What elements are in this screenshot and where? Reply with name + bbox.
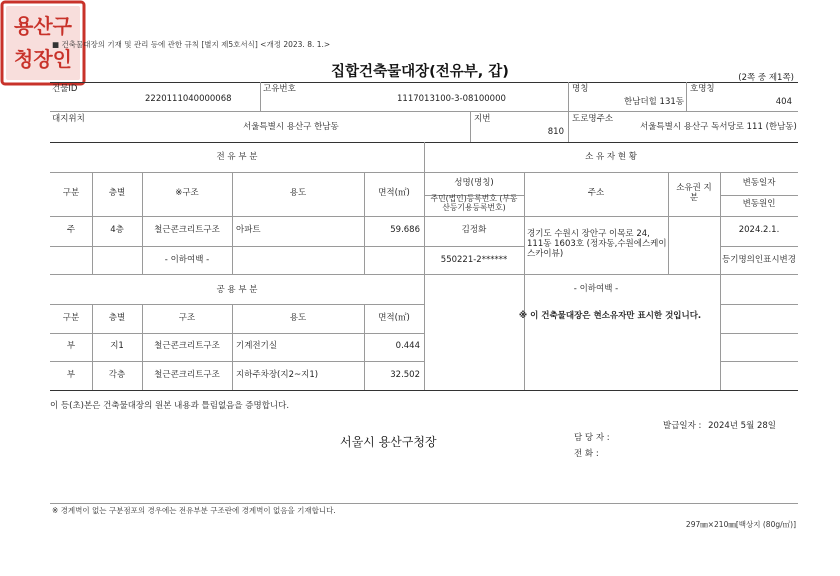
issuer-name: 서울시 용산구청장: [340, 435, 437, 449]
header-divider: [470, 111, 471, 142]
unique-no-value: 1117013100-3-08100000: [397, 94, 506, 104]
bottom-note: ※ 경계벽이 없는 구분점포의 경우에는 전유부분 구조란에 경계벽이 없음을 기재합니다.: [52, 506, 336, 515]
phone-label: 전 화 :: [574, 449, 599, 459]
common-row-usage: 기계전기실: [236, 341, 278, 351]
building-id-value: 2220111040000068: [145, 94, 232, 104]
common-row-floor: 각층: [108, 370, 126, 380]
common-row-structure: 철근콘크리트구조: [154, 370, 220, 380]
row-border: [50, 333, 424, 334]
footer-divider: [50, 503, 798, 504]
row-border: [50, 216, 424, 217]
name-value: 한남더힐 131동: [624, 97, 684, 107]
excl-header-area: 면적(㎡): [378, 188, 410, 198]
owner-blank-row: - 이하여백 -: [573, 284, 619, 294]
owner-notice: ※ 이 건축물대장은 현소유자만 표시한 것입니다.: [518, 311, 702, 321]
excl-blank-row: - 이하여백 -: [164, 255, 210, 265]
owner-header-change-reason: 변동원인: [742, 199, 776, 209]
site-value: 서울특별시 용산구 한남동: [243, 122, 339, 132]
certification-text: 이 등(초)본은 건축물대장의 원본 내용과 틀림없음을 증명합니다.: [50, 401, 290, 411]
owner-header-id: 주민(법인)등록번호 (부동산등기용등록번호): [430, 194, 518, 213]
common-section-title: 공 용 부 분: [216, 285, 258, 295]
row-border: [720, 246, 798, 247]
excl-header-usage: 용도: [289, 188, 307, 198]
owner-header-share: 소유권 지분: [676, 183, 712, 203]
excl-header-division: 구분: [62, 188, 80, 198]
col-border: [232, 172, 233, 274]
owner-section-title: 소 유 자 현 황: [585, 152, 637, 162]
col-border: [92, 172, 93, 274]
road-value: 서울특별시 용산구 독서당로 111 (한남동): [640, 122, 797, 132]
owner-header-name: 성명(명칭): [454, 178, 494, 188]
document-title: 집합건축물대장(전유부, 갑): [331, 64, 509, 80]
road-label: 도로명주소: [572, 114, 614, 124]
name-label: 명칭: [572, 84, 589, 94]
common-row-division: 부: [66, 370, 76, 380]
lot-label: 지번: [474, 114, 491, 124]
excl-row-floor: 4층: [110, 225, 124, 235]
owner-change-date: 2024.2.1.: [738, 225, 780, 235]
unit-value: 404: [775, 97, 792, 107]
site-label: 대지위치: [52, 114, 85, 124]
handler-label: 담 당 자 :: [574, 433, 610, 443]
common-row-area: 0.444: [395, 341, 420, 351]
lot-value: 810: [547, 127, 564, 137]
unique-no-label: 고유번호: [263, 84, 296, 94]
header-divider: [568, 82, 569, 142]
owner-header-change-date: 변동일자: [742, 178, 776, 188]
common-row-structure: 철근콘크리트구조: [154, 341, 220, 351]
owner-change-reason: 등기명의인표시변경: [722, 255, 796, 265]
common-header-area: 면적(㎡): [378, 313, 410, 323]
owner-id: 550221-2******: [440, 255, 508, 265]
header-divider: [260, 82, 261, 111]
common-header-structure: 구조: [178, 313, 196, 323]
common-header-usage: 용도: [289, 313, 307, 323]
row-border: [424, 216, 798, 217]
common-row-usage: 지하주차장(지2~지1): [236, 370, 319, 380]
owner-name: 김정화: [461, 225, 487, 235]
row-border: [720, 361, 798, 362]
header-mid-border: [50, 111, 798, 112]
row-border: [50, 304, 424, 305]
row-border: [424, 246, 524, 247]
excl-header-floor: 층별: [108, 188, 126, 198]
header-divider: [686, 82, 687, 111]
row-border: [720, 333, 798, 334]
issue-date-value: 2024년 5월 28일: [708, 421, 777, 431]
issue-date-label: 발급일자 :: [663, 421, 702, 431]
excl-row-usage: 아파트: [236, 225, 261, 235]
row-border: [50, 246, 424, 247]
unit-label: 호명칭: [690, 84, 715, 94]
common-row-division: 부: [66, 341, 76, 351]
col-border: [364, 172, 365, 274]
common-row-area: 32.502: [390, 370, 420, 380]
common-header-division: 구분: [62, 313, 80, 323]
form-reference-note: ■ 건축물대장의 기재 및 관리 등에 관한 규칙 [별지 제5호서식] <개정 2023. 8. 1.>: [52, 40, 331, 49]
page-count: (2쪽 중 제1쪽): [738, 73, 794, 83]
table-bottom-border: [50, 390, 798, 391]
owner-header-address: 주소: [587, 188, 605, 198]
common-header-floor: 층별: [108, 313, 126, 323]
excl-row-structure: 철근콘크리트구조: [154, 225, 220, 235]
seal-glyphs-top: 용산구: [14, 14, 72, 38]
building-id-label: 건물ID: [52, 84, 78, 94]
issue-date: [663, 422, 776, 432]
excl-header-structure: ※구조: [175, 188, 199, 198]
excl-row-area: 59.686: [390, 225, 420, 235]
row-border: [720, 195, 798, 196]
excl-row-division: 주: [66, 225, 76, 235]
owner-address: 경기도 수원시 장안구 이목로 24, 111동 1603호 (정자동,수원에스케이스카이뷰): [527, 229, 667, 259]
col-border: [668, 172, 669, 274]
exclusive-section-title: 전 유 부 분: [216, 152, 258, 162]
row-border: [50, 361, 424, 362]
paper-spec: 297㎜×210㎜[백상지 (80g/㎡)]: [685, 520, 796, 529]
common-row-floor: 지1: [110, 341, 124, 351]
seal-glyphs-bottom: 청장인: [14, 47, 72, 71]
col-border: [524, 172, 525, 390]
row-border: [720, 304, 798, 305]
